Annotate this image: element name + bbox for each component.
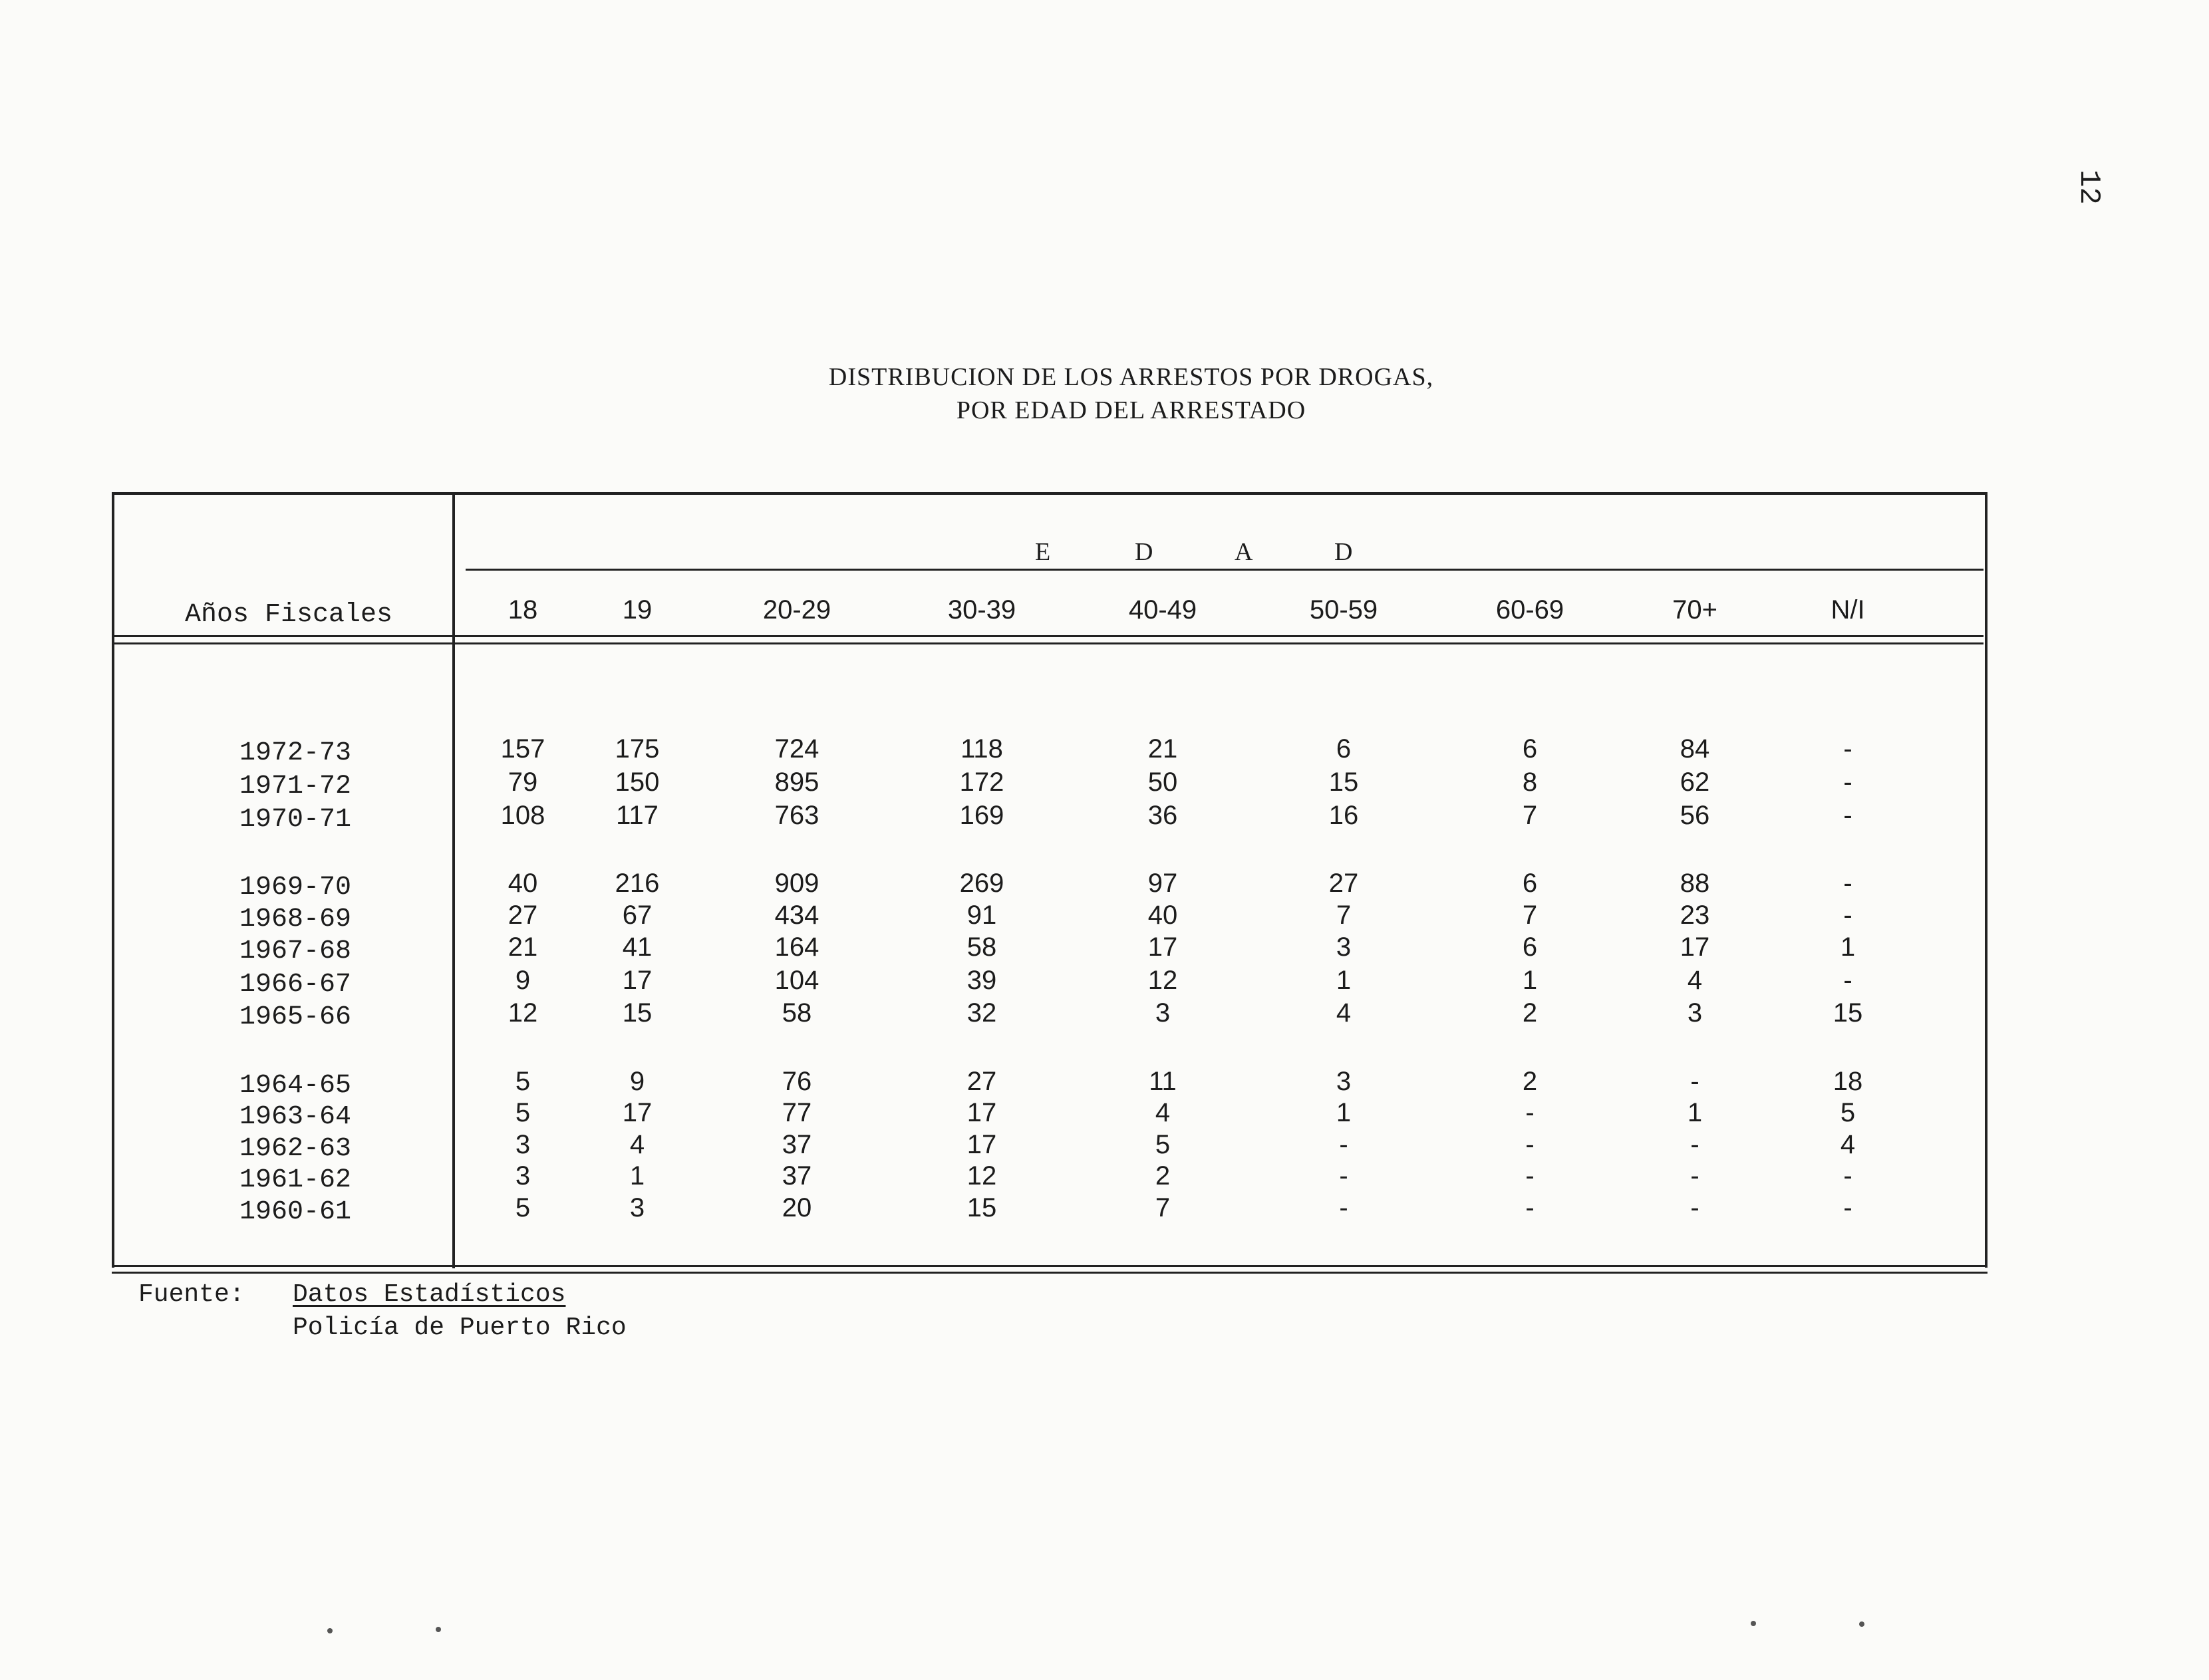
table-cell: 9 xyxy=(629,1067,645,1096)
column-header: 40-49 xyxy=(1128,595,1197,625)
table-cell: 763 xyxy=(774,801,819,830)
table-cell: 4 xyxy=(1336,998,1352,1028)
scan-speck xyxy=(1751,1621,1756,1626)
table-cell: 12 xyxy=(508,998,538,1028)
table-cell: 17 xyxy=(1147,932,1178,962)
source-line-2: Policía de Puerto Rico xyxy=(293,1314,627,1342)
row-year: 1969-70 xyxy=(239,873,352,903)
bottom-rule-top xyxy=(112,1265,1988,1267)
header-rule-bottom xyxy=(113,642,1984,644)
table-cell: 88 xyxy=(1680,869,1710,898)
table-cell: - xyxy=(1843,901,1852,930)
table-cell: 3 xyxy=(515,1161,531,1190)
table-cell: 8 xyxy=(1522,768,1538,797)
table-cell: 2 xyxy=(1522,998,1538,1028)
table-cell: 2 xyxy=(1155,1161,1171,1190)
row-year: 1965-66 xyxy=(239,1002,352,1032)
column-header: 19 xyxy=(622,595,653,625)
table-cell: 12 xyxy=(966,1161,997,1190)
table-cell: 17 xyxy=(622,1098,653,1127)
table-cell: 1 xyxy=(1336,1098,1352,1127)
table-cell: 84 xyxy=(1680,734,1710,764)
row-year: 1972-73 xyxy=(239,738,352,768)
table-cell: 118 xyxy=(960,734,1003,764)
table-cell: 27 xyxy=(508,901,538,930)
row-header-divider xyxy=(452,493,455,1268)
table-cell: 15 xyxy=(1328,768,1359,797)
source-name: Datos Estadísticos xyxy=(293,1280,566,1309)
edad-letter-d2: D xyxy=(1334,538,1353,566)
table-cell: 3 xyxy=(629,1193,645,1222)
table-cell: - xyxy=(1690,1130,1699,1159)
table-cell: - xyxy=(1843,869,1852,898)
table-cell: 40 xyxy=(508,869,538,898)
table-cell: 17 xyxy=(966,1130,997,1159)
table-cell: 17 xyxy=(1680,932,1710,962)
edad-letter-a: A xyxy=(1235,538,1253,566)
table-cell: 97 xyxy=(1147,869,1178,898)
page-number: 12 xyxy=(2072,170,2105,205)
table-cell: - xyxy=(1843,734,1852,764)
table-cell: - xyxy=(1690,1067,1699,1096)
table-cell: 6 xyxy=(1522,734,1538,764)
scan-speck xyxy=(1859,1621,1864,1627)
edad-letter-e: E xyxy=(1035,538,1051,566)
table-cell: 172 xyxy=(959,768,1004,797)
table-cell: - xyxy=(1843,801,1852,830)
table-cell: - xyxy=(1525,1130,1535,1159)
row-year: 1970-71 xyxy=(239,805,352,835)
table-cell: - xyxy=(1843,966,1852,995)
table-cell: 7 xyxy=(1522,901,1538,930)
table-cell: 216 xyxy=(615,869,660,898)
edad-underline xyxy=(466,569,1984,571)
table-cell: - xyxy=(1525,1193,1535,1222)
table-cell: 3 xyxy=(1155,998,1171,1028)
table-cell: 58 xyxy=(782,998,812,1028)
table-cell: 79 xyxy=(508,768,538,797)
table-cell: 6 xyxy=(1522,869,1538,898)
table-cell: 1 xyxy=(1840,932,1856,962)
scan-speck xyxy=(436,1627,441,1632)
table-cell: 5 xyxy=(515,1098,531,1127)
table-cell: 39 xyxy=(966,966,997,995)
table-cell: 164 xyxy=(774,932,819,962)
table-cell: - xyxy=(1339,1193,1348,1222)
table-cell: 434 xyxy=(774,901,819,930)
table-cell: 18 xyxy=(1833,1067,1863,1096)
table-cell: - xyxy=(1843,1161,1852,1190)
table-cell: 11 xyxy=(1149,1067,1177,1096)
table-title-line-1: DISTRIBUCION DE LOS ARRESTOS POR DROGAS, xyxy=(828,363,1434,391)
table-cell: 7 xyxy=(1522,801,1538,830)
source-label: Fuente: xyxy=(138,1280,245,1309)
row-year: 1961-62 xyxy=(239,1165,352,1195)
table-title-line-2: POR EDAD DEL ARRESTADO xyxy=(956,396,1306,424)
table-cell: 23 xyxy=(1680,901,1710,930)
table-cell: 4 xyxy=(1840,1130,1856,1159)
table-cell: - xyxy=(1843,768,1852,797)
table-cell: 17 xyxy=(622,966,653,995)
table-cell: 15 xyxy=(622,998,653,1028)
table-cell: 21 xyxy=(1147,734,1178,764)
table-cell: - xyxy=(1690,1193,1699,1222)
table-cell: 1 xyxy=(1522,966,1538,995)
table-cell: 909 xyxy=(774,869,819,898)
row-year: 1962-63 xyxy=(239,1134,352,1164)
edad-letter-d: D xyxy=(1135,538,1153,566)
table-cell: 4 xyxy=(1687,966,1703,995)
table-cell: 117 xyxy=(616,801,659,830)
table-cell: 16 xyxy=(1328,801,1359,830)
table-cell: 5 xyxy=(1155,1130,1171,1159)
table-cell: 58 xyxy=(966,932,997,962)
table-cell: 41 xyxy=(622,932,653,962)
row-header-label: Años Fiscales xyxy=(185,600,393,630)
table-cell: 175 xyxy=(615,734,660,764)
table-cell: 104 xyxy=(774,966,819,995)
table-cell: - xyxy=(1525,1161,1535,1190)
table-cell: 20 xyxy=(782,1193,812,1222)
table-cell: 6 xyxy=(1522,932,1538,962)
table-cell: 40 xyxy=(1147,901,1178,930)
table-cell: 7 xyxy=(1336,901,1352,930)
table-cell: 37 xyxy=(782,1161,812,1190)
table-cell: - xyxy=(1525,1098,1535,1127)
table-cell: 12 xyxy=(1147,966,1178,995)
column-header: 70+ xyxy=(1672,595,1717,625)
table-cell: - xyxy=(1690,1161,1699,1190)
table-cell: 5 xyxy=(515,1193,531,1222)
row-year: 1967-68 xyxy=(239,936,352,966)
table-cell: 17 xyxy=(966,1098,997,1127)
table-cell: 37 xyxy=(782,1130,812,1159)
table-cell: 1 xyxy=(1336,966,1352,995)
table-cell: - xyxy=(1843,1193,1852,1222)
table-cell: 5 xyxy=(1840,1098,1856,1127)
table-cell: - xyxy=(1339,1161,1348,1190)
table-cell: 1 xyxy=(629,1161,645,1190)
column-header: 50-59 xyxy=(1309,595,1378,625)
row-year: 1971-72 xyxy=(239,771,352,801)
table-cell: 724 xyxy=(774,734,819,764)
table-cell: 36 xyxy=(1147,801,1178,830)
table-cell: 3 xyxy=(1336,1067,1352,1096)
table-cell: 150 xyxy=(615,768,660,797)
source-line-1 xyxy=(293,1280,565,1309)
table-cell: 9 xyxy=(515,966,531,995)
table-cell: 2 xyxy=(1522,1067,1538,1096)
table-cell: 169 xyxy=(959,801,1004,830)
column-header: 60-69 xyxy=(1495,595,1564,625)
table-cell: 3 xyxy=(1336,932,1352,962)
column-header: N/I xyxy=(1831,595,1865,625)
table-cell: 3 xyxy=(1687,998,1703,1028)
table-cell: 7 xyxy=(1155,1193,1171,1222)
row-year: 1963-64 xyxy=(239,1102,352,1132)
table-cell: 895 xyxy=(774,768,819,797)
table-cell: 76 xyxy=(782,1067,812,1096)
table-cell: 269 xyxy=(959,869,1004,898)
table-cell: 1 xyxy=(1687,1098,1703,1127)
table-cell: 21 xyxy=(508,932,538,962)
row-year: 1960-61 xyxy=(239,1197,352,1227)
bottom-rule-bottom xyxy=(112,1272,1988,1274)
table-cell: 6 xyxy=(1336,734,1352,764)
table-cell: 15 xyxy=(1833,998,1863,1028)
table-cell: 77 xyxy=(782,1098,812,1127)
table-cell: 4 xyxy=(629,1130,645,1159)
column-header: 20-29 xyxy=(762,595,831,625)
table-cell: 27 xyxy=(966,1067,997,1096)
table-cell: 67 xyxy=(622,901,653,930)
table-cell: 62 xyxy=(1680,768,1710,797)
table-cell: 32 xyxy=(966,998,997,1028)
table-cell: 3 xyxy=(515,1130,531,1159)
table-cell: 5 xyxy=(515,1067,531,1096)
column-header: 30-39 xyxy=(947,595,1016,625)
row-year: 1968-69 xyxy=(239,905,352,934)
table-cell: - xyxy=(1339,1130,1348,1159)
row-year: 1966-67 xyxy=(239,970,352,1000)
row-year: 1964-65 xyxy=(239,1071,352,1101)
table-cell: 15 xyxy=(966,1193,997,1222)
table-cell: 27 xyxy=(1328,869,1359,898)
column-header: 18 xyxy=(508,595,538,625)
table-cell: 50 xyxy=(1147,768,1178,797)
table-cell: 56 xyxy=(1680,801,1710,830)
table-cell: 157 xyxy=(500,734,545,764)
scan-speck xyxy=(327,1628,333,1633)
header-rule-top xyxy=(113,635,1984,637)
table-cell: 108 xyxy=(500,801,545,830)
table-cell: 91 xyxy=(966,901,997,930)
table-cell: 4 xyxy=(1155,1098,1171,1127)
